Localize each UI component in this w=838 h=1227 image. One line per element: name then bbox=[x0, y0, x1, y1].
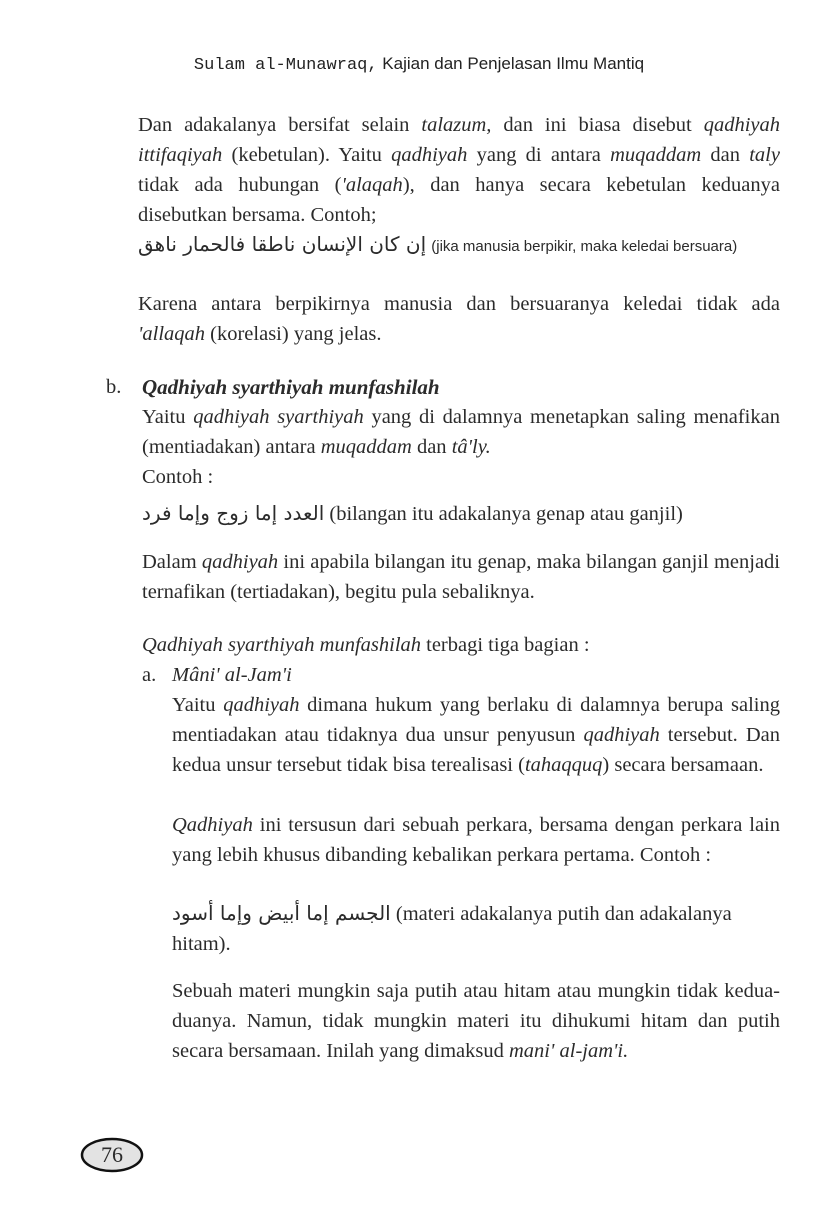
example-1 bbox=[138, 229, 780, 262]
section-b-heading: Qadhiyah syarthiyah munfashilah bbox=[142, 375, 440, 399]
example-1-gloss: (jika manusia berpikir, maka keledai bersuara) bbox=[431, 238, 738, 255]
paragraph-ittifaqiyah: Dan adakalanya bersifat selain talazum, dan ini biasa disebut qadhiyah ittifaqiyah (kebetulan). Yaitu qadhiyah yang di antara muqaddam dan taly tidak ada hubungan ('alaqah), dan hanya secara kebetulan keduanya disebutkan bersama. Contoh; bbox=[138, 114, 780, 226]
paragraph-bilangan: Dalam qadhiyah ini apabila bilangan itu genap, maka bilangan ganjil menjadi ternafikan (tertiadakan), begitu pula sebaliknya. bbox=[142, 551, 780, 603]
paragraph-tiga-bagian: Qadhiyah syarthiyah munfashilah terbagi tiga bagian : bbox=[142, 634, 590, 656]
example-1-arabic: إن كان الإنسان ناطقا فالحمار ناهق bbox=[138, 232, 427, 256]
example-2-arabic: العدد إما زوج وإما فرد bbox=[142, 501, 325, 525]
running-header bbox=[0, 52, 838, 75]
section-b-marker: b. bbox=[106, 376, 122, 398]
example-2-gloss: (bilangan itu adakalanya genap atau ganjil) bbox=[329, 503, 683, 525]
page-number-badge bbox=[80, 1137, 144, 1173]
header-title-rest: Kajian dan Penjelasan Ilmu Mantiq bbox=[377, 54, 645, 73]
sub-a-marker: a. bbox=[142, 664, 157, 686]
paragraph-korelasi: Karena antara berpikirnya manusia dan bersuaranya keledai tidak ada 'allaqah (korelasi) yang jelas. bbox=[138, 293, 780, 345]
sub-a-heading: Mâni' al-Jam'i bbox=[172, 664, 292, 686]
example-3-gloss: (materi adakalanya putih dan adakalanya hitam). bbox=[172, 903, 732, 955]
example-3-arabic: الجسم إما أبيض وإما أسود bbox=[172, 901, 391, 925]
paragraph-materi: Sebuah materi mungkin saja putih atau hitam atau mungkin tidak kedua-duanya. Namun, tidak mungkin materi itu dihukumi hitam dan putih secara bersamaan. Inilah yang dimaksud mani' al-jam'i. bbox=[172, 980, 780, 1062]
header-title-mono: Sulam al-Munawraq, bbox=[193, 56, 378, 75]
section-b-contoh: Contoh : bbox=[142, 466, 214, 488]
example-3 bbox=[172, 898, 780, 959]
sub-a-definition: Yaitu qadhiyah dimana hukum yang berlaku di dalamnya berupa saling mentiadakan atau tidaknya dua unsur penyusun qadhiyah tersebut. Dan kedua unsur tersebut tidak bisa terealisasi (tahaqquq) secara bersamaan. bbox=[172, 694, 781, 776]
page-number: 76 bbox=[101, 1142, 123, 1167]
example-2 bbox=[142, 498, 780, 529]
sub-a-qadhiyah-note: Qadhiyah ini tersusun dari sebuah perkara, bersama dengan perkara lain yang lebih khusus dibanding kebalikan perkara pertama. Contoh : bbox=[172, 814, 780, 866]
section-b-definition: Yaitu qadhiyah syarthiyah yang di dalamnya menetapkan saling menafikan (mentiadakan) antara muqaddam dan tâ'ly. bbox=[142, 406, 780, 458]
